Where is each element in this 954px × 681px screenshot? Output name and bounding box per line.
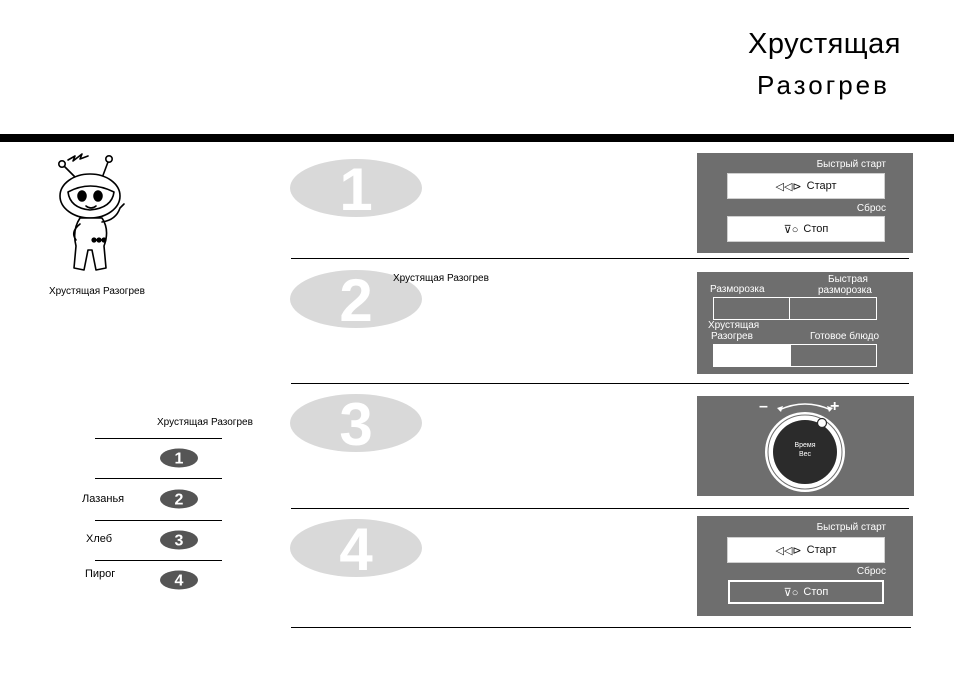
step-number-1	[289, 158, 423, 218]
svg-text:3: 3	[339, 393, 373, 453]
sidebar-table-divider	[95, 438, 222, 439]
sidebar-table-divider	[95, 520, 222, 521]
page-subtitle: Разогрев	[757, 70, 890, 100]
quick-defrost-button[interactable]	[790, 298, 876, 319]
plus-label: +	[830, 398, 840, 415]
header-rule	[0, 134, 954, 142]
stop-icon: ⊽○	[783, 223, 799, 236]
control-panel-start-stop	[697, 153, 913, 253]
sidebar-row-label: Хлеб	[86, 533, 113, 545]
crispy-reheat-button[interactable]	[714, 345, 791, 366]
dial-label-time: Время	[794, 442, 816, 449]
defrost-button[interactable]	[714, 298, 789, 319]
control-panel-modes	[697, 272, 913, 374]
defrost-buttons-row	[713, 297, 877, 320]
svg-text:3: 3	[174, 532, 184, 550]
sidebar-table-heading: Хрустящая Разогрев	[157, 417, 253, 428]
step-number-3	[289, 393, 423, 453]
quick-defrost-label-2: разморозка	[818, 285, 872, 296]
svg-text:1: 1	[339, 158, 373, 218]
reset-label: Сброс	[856, 203, 886, 214]
step-number-4	[289, 518, 423, 578]
control-panel-start-stop	[697, 516, 913, 616]
dial-label-weight: Вес	[798, 451, 812, 458]
svg-text:2: 2	[174, 491, 184, 509]
start-icon: ◁◁⊳	[775, 180, 802, 193]
svg-text:4: 4	[174, 572, 184, 590]
sidebar-table-divider	[95, 560, 222, 561]
sidebar-number-3	[159, 530, 199, 550]
svg-text:2: 2	[339, 269, 373, 329]
svg-text:4: 4	[339, 518, 373, 578]
ready-meal-button[interactable]	[792, 345, 876, 366]
step-divider	[291, 508, 909, 509]
page-title: Хрустящая	[748, 28, 901, 60]
quick-start-label: Быстрый старт	[816, 159, 886, 170]
stop-button[interactable]: ⊽○ Стоп	[728, 217, 884, 241]
crispy-buttons-row	[713, 344, 877, 367]
stop-button[interactable]: ⊽○ Стоп	[728, 580, 884, 604]
quick-start-label: Быстрый старт	[816, 522, 886, 533]
start-button[interactable]: ◁◁⊳ Старт	[728, 538, 884, 562]
reset-label: Сброс	[856, 566, 886, 577]
start-icon: ◁◁⊳	[775, 544, 802, 557]
start-button[interactable]: ◁◁⊳ Старт	[728, 174, 884, 198]
crispy-label-2: Разогрев	[711, 331, 753, 342]
step-2-text: Хрустящая Разогрев	[393, 273, 489, 284]
crispy-label-1: Хрустящая	[708, 320, 760, 331]
quick-defrost-label-1: Быстрая	[828, 274, 868, 285]
step-divider	[291, 627, 911, 628]
defrost-label: Разморозка	[710, 284, 765, 295]
sidebar-row-label: Лазанья	[82, 493, 125, 505]
sidebar-row-label: Пирог	[85, 568, 116, 580]
control-panel-dial	[697, 396, 914, 496]
stop-icon: ⊽○	[783, 586, 799, 599]
sidebar-number-2	[159, 489, 199, 509]
step-divider	[291, 258, 909, 259]
ready-meal-label: Готовое блюдо	[810, 331, 880, 342]
sidebar-table-divider	[95, 478, 222, 479]
mascot-caption: Хрустящая Разогрев	[49, 286, 145, 297]
mascot-illustration	[42, 150, 157, 280]
minus-label: –	[759, 398, 768, 415]
svg-text:1: 1	[174, 450, 184, 468]
step-divider	[291, 383, 909, 384]
sidebar-number-1	[159, 448, 199, 468]
sidebar-number-4	[159, 570, 199, 590]
